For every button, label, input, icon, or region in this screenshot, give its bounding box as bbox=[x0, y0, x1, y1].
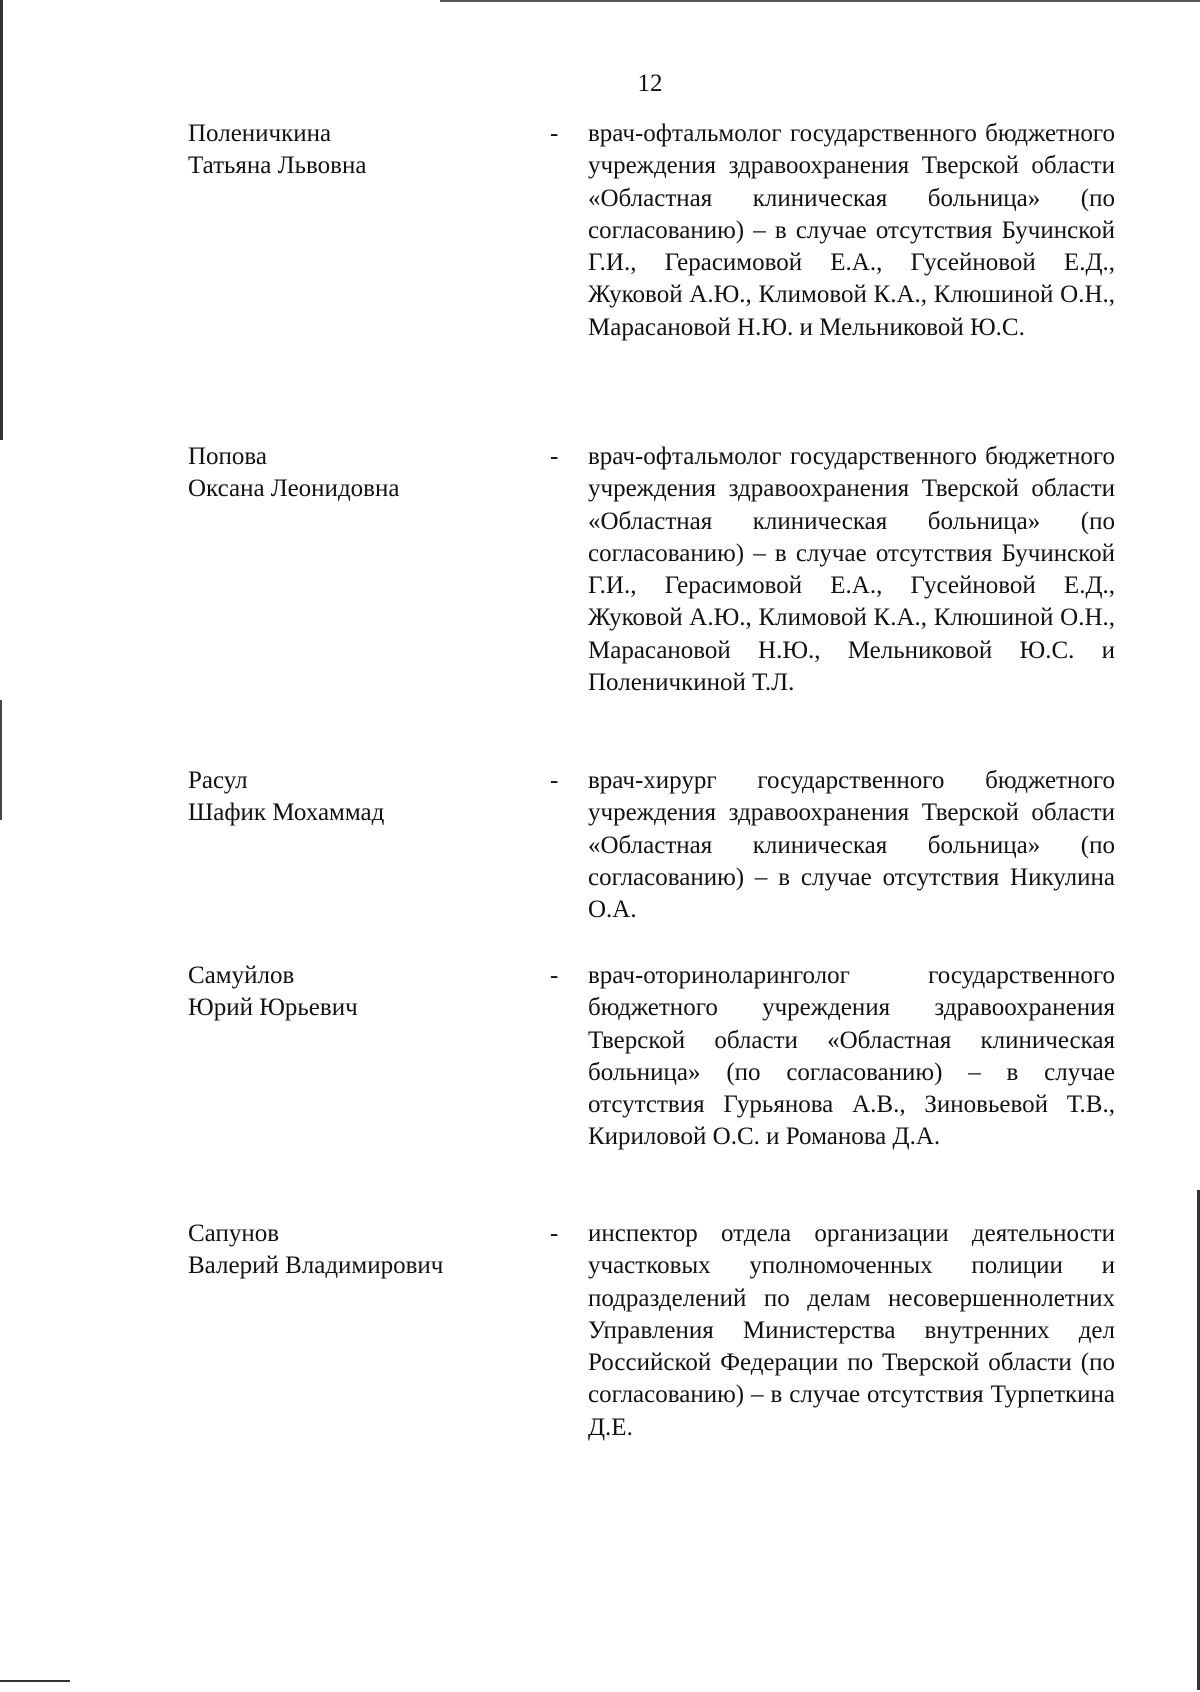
member-name bbox=[188, 441, 518, 505]
member-description: врач-оториноларинголог государственного бюджетного учреждения здравоохранения Тверской области «Областная клиническая больница» (по согласованию) – в случае отсутствия Гурьянова А.В., Зиновьевой Т.В., Кириловой О.С. и Романова Д.А. bbox=[588, 962, 1115, 1151]
member-surname: Расул bbox=[188, 767, 248, 794]
scan-edge-left bbox=[0, 0, 3, 440]
entry-dash: - bbox=[550, 120, 559, 147]
entry-dash: - bbox=[550, 443, 559, 470]
entry-dash: - bbox=[550, 767, 559, 794]
member-description: врач-офтальмолог государственного бюджетного учреждения здравоохранения Тверской области «Областная клиническая больница» (по согласованию) – в случае отсутствия Бучинской Г.И., Герасимовой Е.А., Гусейновой Е.Д., Жуковой А.Ю., Климовой К.А., Клюшиной О.Н., Марасановой Н.Ю., Мельниковой Ю.С. и Поленичкиной Т.Л. bbox=[588, 443, 1115, 697]
member-description: врач-хирург государственного бюджетного учреждения здравоохранения Тверской области «Областная клиническая больница» (по согласованию) – в случае отсутствия Никулина О.А. bbox=[588, 767, 1115, 924]
scan-edge-top bbox=[440, 0, 1200, 2]
member-given-names: Оксана Леонидовна bbox=[188, 475, 400, 502]
scan-edge-bottom bbox=[0, 1680, 70, 1682]
member-surname: Попова bbox=[188, 443, 268, 470]
member-name bbox=[188, 960, 518, 1024]
scan-edge-left-lower bbox=[0, 700, 2, 820]
member-name bbox=[188, 118, 518, 182]
member-description: инспектор отдела организации деятельности участковых уполномоченных полиции и подразделений по делам несовершеннолетних Управления Министерства внутренних дел Российской Федерации по Тверской области (по согласованию) – в случае отсутствия Турпеткина Д.Е. bbox=[588, 1220, 1115, 1441]
member-surname: Самуйлов bbox=[188, 962, 295, 989]
member-given-names: Юрий Юрьевич bbox=[188, 994, 358, 1021]
member-given-names: Шафик Мохаммад bbox=[188, 799, 385, 826]
member-name bbox=[188, 1218, 518, 1282]
member-description: врач-офтальмолог государственного бюджетного учреждения здравоохранения Тверской области «Областная клиническая больница» (по согласованию) – в случае отсутствия Бучинской Г.И., Герасимовой Е.А., Гусейновой Е.Д., Жуковой А.Ю., Климовой К.А., Клюшиной О.Н., Марасановой Н.Ю. и Мельниковой Ю.С. bbox=[588, 120, 1115, 341]
entry-dash: - bbox=[550, 1220, 559, 1247]
member-given-names: Татьяна Львовна bbox=[188, 152, 367, 179]
member-given-names: Валерий Владимирович bbox=[188, 1252, 444, 1279]
page-number: 12 bbox=[637, 70, 663, 97]
member-surname: Сапунов bbox=[188, 1220, 280, 1247]
member-name bbox=[188, 765, 518, 829]
member-surname: Поленичкина bbox=[188, 120, 332, 147]
entry-dash: - bbox=[550, 962, 559, 989]
